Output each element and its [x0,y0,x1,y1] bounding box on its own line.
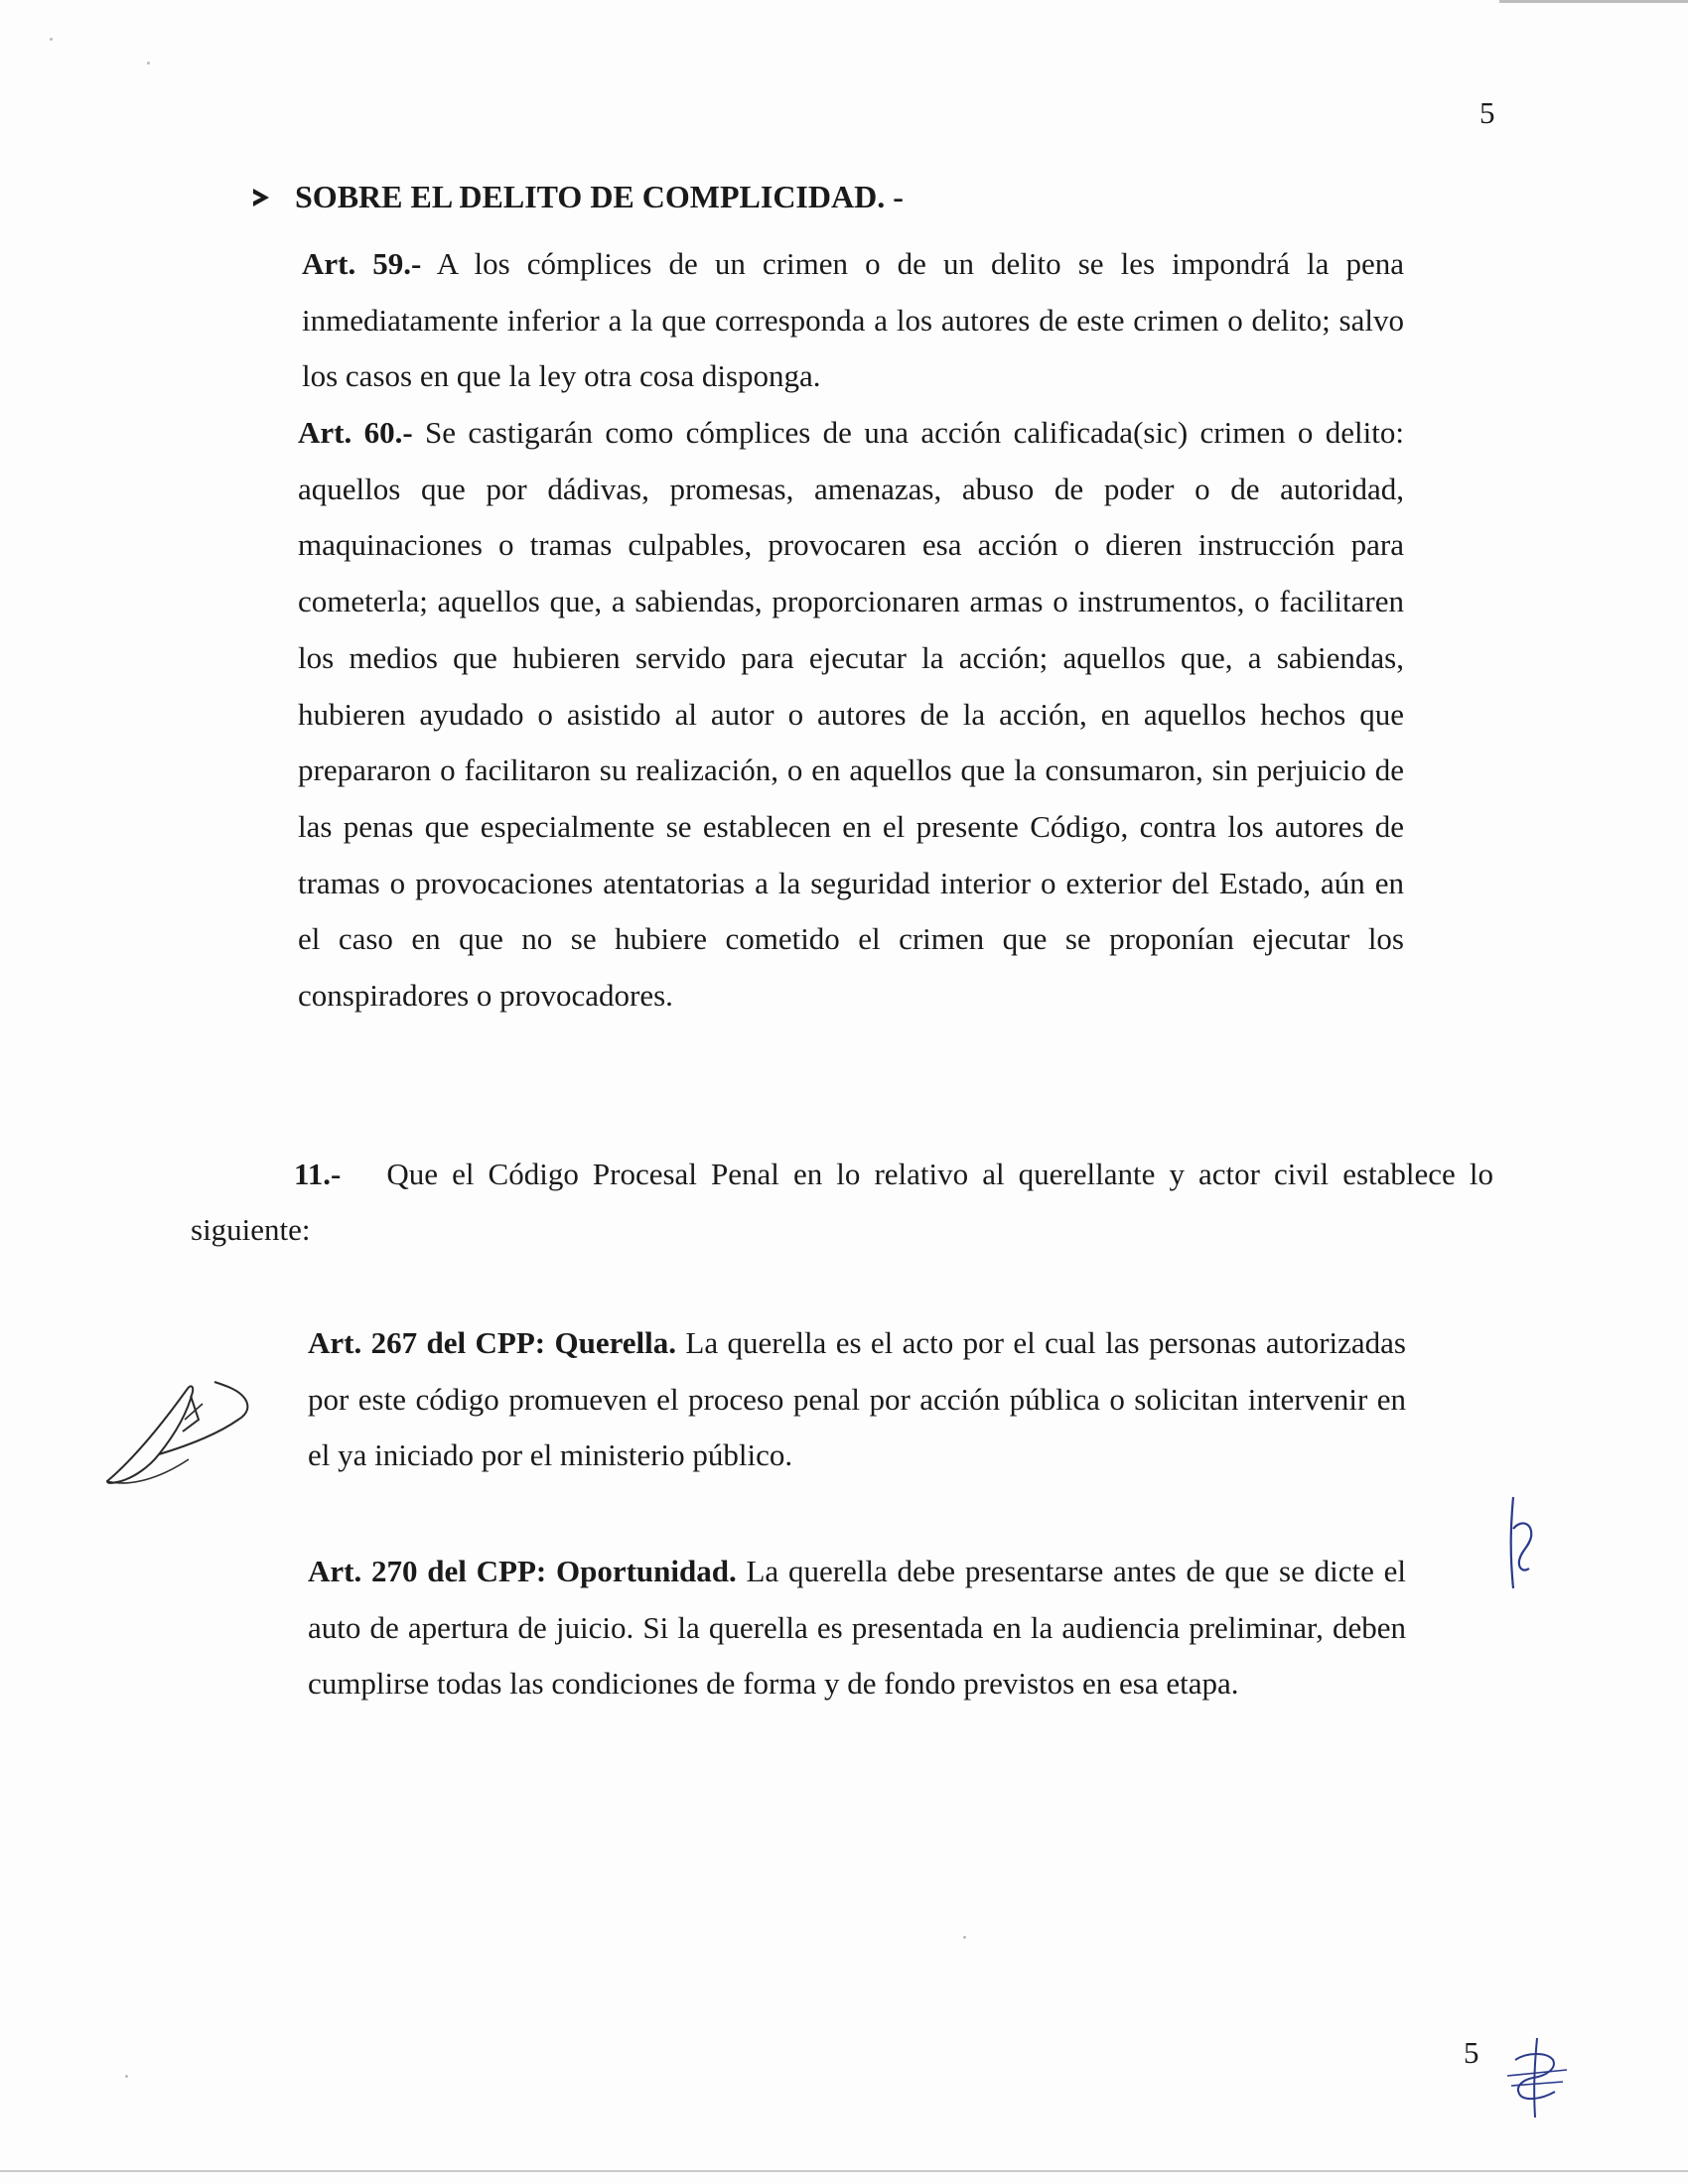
arrow-bullet-icon [253,189,269,206]
signature-mark-bottom [1497,2030,1577,2124]
article-267 [308,1315,1406,1484]
article-59-label: Art. 59.- [302,246,422,281]
paragraph-11-text: Que el Código Procesal Penal en lo relativo al querellante y actor civil establece lo siguiente: [191,1157,1493,1247]
page-number-top: 5 [1479,95,1495,130]
scan-speck [963,1936,966,1939]
scan-speck [147,62,150,65]
article-60-text: Se castigarán como cómplices de una acción calificada(sic) crimen o delito: aquellos que por dádivas, promesas, amenazas, abuso de poder o de autoridad, maquinaciones o tramas culpables, provocaren esa acción o dieren instrucción para cometerla; aquellos que, a sabiendas, proporcionaren armas o instrumentos, o facilitaren los medios que hubieren servido para ejecutar la acción; aquellos que, a sabiendas, hubieren ayudado o asistido al autor o autores de la acción, en aquellos hechos que prepararon o facilitaron su realización, o en aquellos que la consumaron, sin perjuicio de las penas que especialmente se establecen en el presente Código, contra los autores de tramas o provocaciones atentatorias a la seguridad interior o exterior del Estado, aún en el caso en que no se hubiere cometido el crimen que se proponían ejecutar los conspiradores o provocadores. [298,415,1404,1014]
article-59 [302,236,1404,405]
scan-speck [125,2075,128,2078]
paragraph-11 [191,1147,1493,1258]
article-60-label: Art. 60.- [298,415,413,450]
paragraph-11-number: 11.- [294,1157,342,1191]
article-270-text: La querella debe presentarse antes de que se dicte el auto de apertura de juicio. Si la querella es presentada en la audiencia preliminar, deben cumplirse todas las condiciones de forma y de fondo previstos en esa etapa. [308,1554,1406,1702]
bottom-edge-rule [0,2170,1688,2172]
article-59-text: A los cómplices de un crimen o de un delito se les impondrá la pena inmediatamente inferior a la que corresponda a los autores de este crimen o delito; salvo los casos en que la ley otra cosa disponga. [302,246,1404,394]
article-267-text: La querella es el acto por el cual las personas autorizadas por este código promueven el proceso penal por acción pública o solicitan intervenir en el ya iniciado por el ministerio público. [308,1325,1406,1473]
article-270 [308,1544,1406,1712]
signature-mark-right [1499,1489,1559,1598]
signature-mark-left [99,1360,268,1494]
section-heading-text: SOBRE EL DELITO DE COMPLICIDAD. - [295,179,904,214]
top-edge-rule [1499,0,1688,3]
article-60 [298,405,1404,1024]
section-heading [253,179,904,215]
article-270-label: Art. 270 del CPP: Oportunidad. [308,1554,737,1588]
page-number-bottom: 5 [1464,2035,1479,2070]
article-267-label: Art. 267 del CPP: Querella. [308,1325,677,1360]
scan-speck [50,38,53,41]
